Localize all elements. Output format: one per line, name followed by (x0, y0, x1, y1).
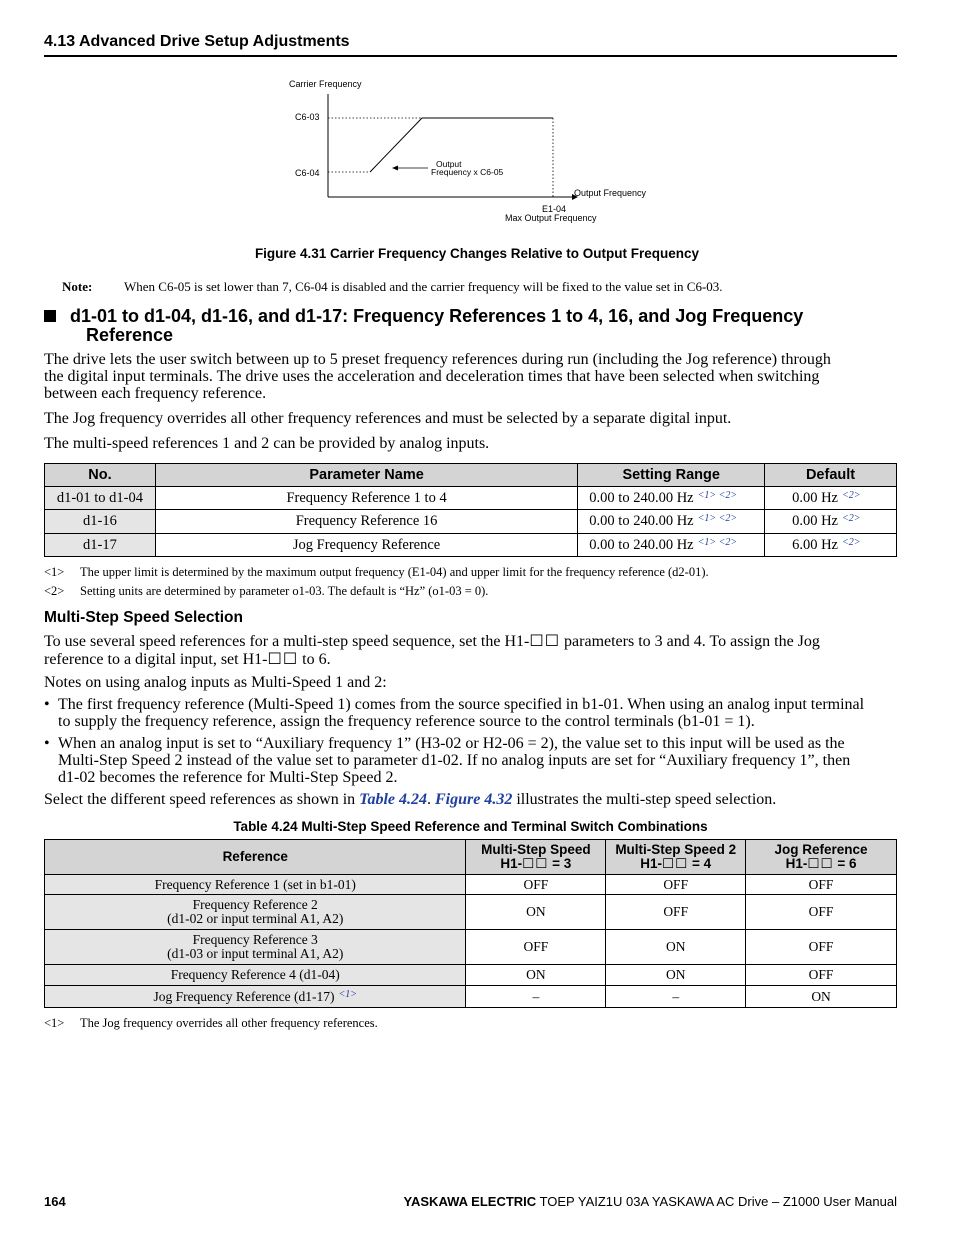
param-no: d1-01 to d1-04 (45, 487, 156, 510)
param-name: Frequency Reference 1 to 4 (155, 487, 577, 510)
figure-caption: Figure 4.31 Carrier Frequency Changes Relative to Output Frequency (254, 246, 700, 261)
footer-doc-info (404, 1194, 897, 1209)
reference-cell: Frequency Reference 2 (d1-02 or input terminal A1, A2) (45, 895, 466, 930)
intro-paragraph (44, 351, 897, 402)
footer-doc: TOEP YAIZ1U 03A YASKAWA AC Drive – Z1000 User Manual (536, 1194, 897, 1209)
multistep-paragraph: To use several speed references for a multi-step speed sequence, set the H1-☐☐ parameters to 3 and 4. To assign the Jog reference to a digital input, set H1-☐☐ to 6. (44, 631, 820, 668)
carrier-frequency-figure (280, 72, 680, 232)
param-footnote-2: <2> Setting units are determined by parameter o1-03. The default is “Hz” (o1-03 = 0). (44, 584, 489, 598)
param-default: 6.00 Hz $^{<2>}$ (765, 534, 897, 557)
col-multistep-2: Multi-Step Speed 2 H1-☐☐ = 4 (606, 840, 746, 875)
header-rule (44, 55, 897, 57)
reference-cell: Jog Frequency Reference (d1-17) $^{<1>}$ (45, 986, 466, 1008)
table-row (45, 965, 897, 986)
heading-bullet-square (44, 310, 56, 322)
bullet-1: • The first frequency reference (Multi-Speed 1) comes from the source specified in b1-01. When using an analog input terminal to supply the frequency reference, assign the frequency reference source to the control terminals (b1-01 = 1). (44, 696, 865, 730)
page-number: 164 (44, 1194, 66, 1209)
state-cell: OFF (606, 875, 746, 895)
param-name: Jog Frequency Reference (155, 534, 577, 557)
state-cell: ON (746, 986, 897, 1008)
speed-table-header (45, 840, 897, 875)
label-c604: C6-04 (295, 168, 320, 178)
col-multistep-1: Multi-Step Speed H1-☐☐ = 3 (466, 840, 606, 875)
reference-cell: Frequency Reference 1 (set in b1-01) (45, 875, 466, 895)
intro-line3: between each frequency reference. (44, 385, 267, 402)
state-cell: ON (606, 930, 746, 965)
state-cell: ON (466, 895, 606, 930)
range-refs[interactable]: <1> <2> (697, 513, 738, 524)
state-cell: ON (466, 965, 606, 986)
annotation-line2: Frequency x C6-05 (431, 167, 504, 177)
param-range: 0.00 to 240.00 Hz $^{<1> <2>}$ (578, 487, 765, 510)
default-ref[interactable]: <2> (842, 513, 861, 524)
parameter-table-header (45, 464, 897, 487)
intro-line1: The drive lets the user switch between up to 5 preset frequency references during run (including the Jog reference) through (44, 351, 831, 368)
notes-intro: Notes on using analog inputs as Multi-Speed 1 and 2: (44, 674, 387, 691)
annotation-line1: Output (436, 159, 462, 169)
intro-line2: the digital input terminals. The drive uses the acceleration and deceleration times that have been selected when switching (44, 368, 820, 385)
table-4-24-link[interactable]: Table 4.24 (359, 791, 427, 808)
param-default: 0.00 Hz $^{<2>}$ (765, 487, 897, 510)
jog-ref-footnote-marker[interactable]: <1> (338, 988, 357, 1000)
reference-cell: Frequency Reference 4 (d1-04) (45, 965, 466, 986)
state-cell: – (466, 986, 606, 1008)
default-ref[interactable]: <2> (842, 489, 861, 501)
speed-reference-table (44, 839, 897, 1008)
param-footnote-1: <1> The upper limit is determined by the maximum output frequency (E1-04) and upper limit for the frequency reference (d2-01). (44, 565, 709, 579)
bullet-dot: • (44, 696, 50, 713)
param-name: Frequency Reference 16 (155, 510, 577, 534)
reference-cell: Frequency Reference 3 (d1-03 or input terminal A1, A2) (45, 930, 466, 965)
note (62, 279, 723, 295)
range-refs[interactable]: <1> <2> (697, 489, 738, 501)
label-max-output: Max Output Frequency (505, 213, 597, 223)
param-default: 0.00 Hz $^{<2>}$ (765, 510, 897, 534)
heading-line1: d1-01 to d1-04, d1-16, and d1-17: Frequency References 1 to 4, 16, and Jog Frequency (70, 306, 804, 326)
section-heading (44, 307, 897, 345)
state-cell: ON (606, 965, 746, 986)
footer-brand: YASKAWA ELECTRIC (403, 1194, 537, 1209)
table-row (45, 510, 897, 534)
speed-table-footnote: <1> The Jog frequency overrides all other frequency references. (44, 1016, 378, 1030)
state-cell: OFF (746, 895, 897, 930)
table-row (45, 930, 897, 965)
bullet-2: • When an analog input is set to “Auxiliary frequency 1” (H3-02 or H2-06 = 2), the value set to this input will be used as the Multi-Step Speed 2 instead of the value set to parameter d1-02. If no analog inputs are set for “Auxiliary frequency 1”, then d1-02 becomes the reference for Multi-Step Speed 2. (44, 735, 851, 786)
col-reference: Reference (45, 840, 466, 875)
col-parameter-name: Parameter Name (155, 464, 577, 487)
table-row (45, 875, 897, 895)
table-row (45, 487, 897, 510)
bullet-dot: • (44, 735, 50, 752)
col-setting-range: Setting Range (578, 464, 765, 487)
col-default: Default (765, 464, 897, 487)
state-cell: – (606, 986, 746, 1008)
label-e104: E1-04 (542, 204, 567, 214)
param-range: 0.00 to 240.00 Hz $^{<1> <2>}$ (578, 510, 765, 534)
section-header: 4.13 Advanced Drive Setup Adjustments (44, 33, 350, 50)
heading-line2: Reference (86, 325, 174, 345)
parameter-table (44, 463, 897, 557)
param-no: d1-16 (45, 510, 156, 534)
table-row (45, 986, 897, 1008)
placeholder-boxes: ☐☐ (267, 649, 299, 668)
note-label: Note: (62, 279, 93, 294)
range-refs[interactable]: <1> <2> (697, 536, 738, 548)
label-c603: C6-03 (295, 112, 320, 122)
multistep-heading: Multi-Step Speed Selection (44, 609, 243, 626)
table-row (45, 895, 897, 930)
y-axis-label: Carrier Frequency (289, 79, 362, 89)
annotation-arrowhead (392, 166, 398, 171)
default-ref[interactable]: <2> (842, 536, 861, 548)
x-axis-label: Output Frequency (574, 188, 647, 198)
col-jog-reference: Jog Reference H1-☐☐ = 6 (746, 840, 897, 875)
note-text: When C6-05 is set lower than 7, C6-04 is disabled and the carrier frequency will be fixed to the value set in C6-03. (124, 279, 723, 294)
state-cell: OFF (746, 930, 897, 965)
param-range: 0.00 to 240.00 Hz $^{<1> <2>}$ (578, 534, 765, 557)
col-no: No. (45, 464, 156, 487)
state-cell: OFF (466, 875, 606, 895)
state-cell: OFF (466, 930, 606, 965)
figure-4-32-link[interactable]: Figure 4.32 (435, 791, 513, 808)
state-cell: OFF (746, 965, 897, 986)
table-row (45, 534, 897, 557)
jog-paragraph: The Jog frequency overrides all other frequency references and must be selected by a separate digital input. (44, 410, 732, 427)
param-no: d1-17 (45, 534, 156, 557)
analog-paragraph: The multi-speed references 1 and 2 can be provided by analog inputs. (44, 435, 490, 452)
state-cell: OFF (606, 895, 746, 930)
table-caption: Table 4.24 Multi-Step Speed Reference and Terminal Switch Combinations (233, 819, 708, 834)
state-cell: OFF (746, 875, 897, 895)
select-paragraph: Select the different speed references as shown in Table 4.24. Figure 4.32 illustrates the multi-step speed selection. (44, 791, 777, 808)
placeholder-boxes: ☐☐ (529, 631, 561, 650)
